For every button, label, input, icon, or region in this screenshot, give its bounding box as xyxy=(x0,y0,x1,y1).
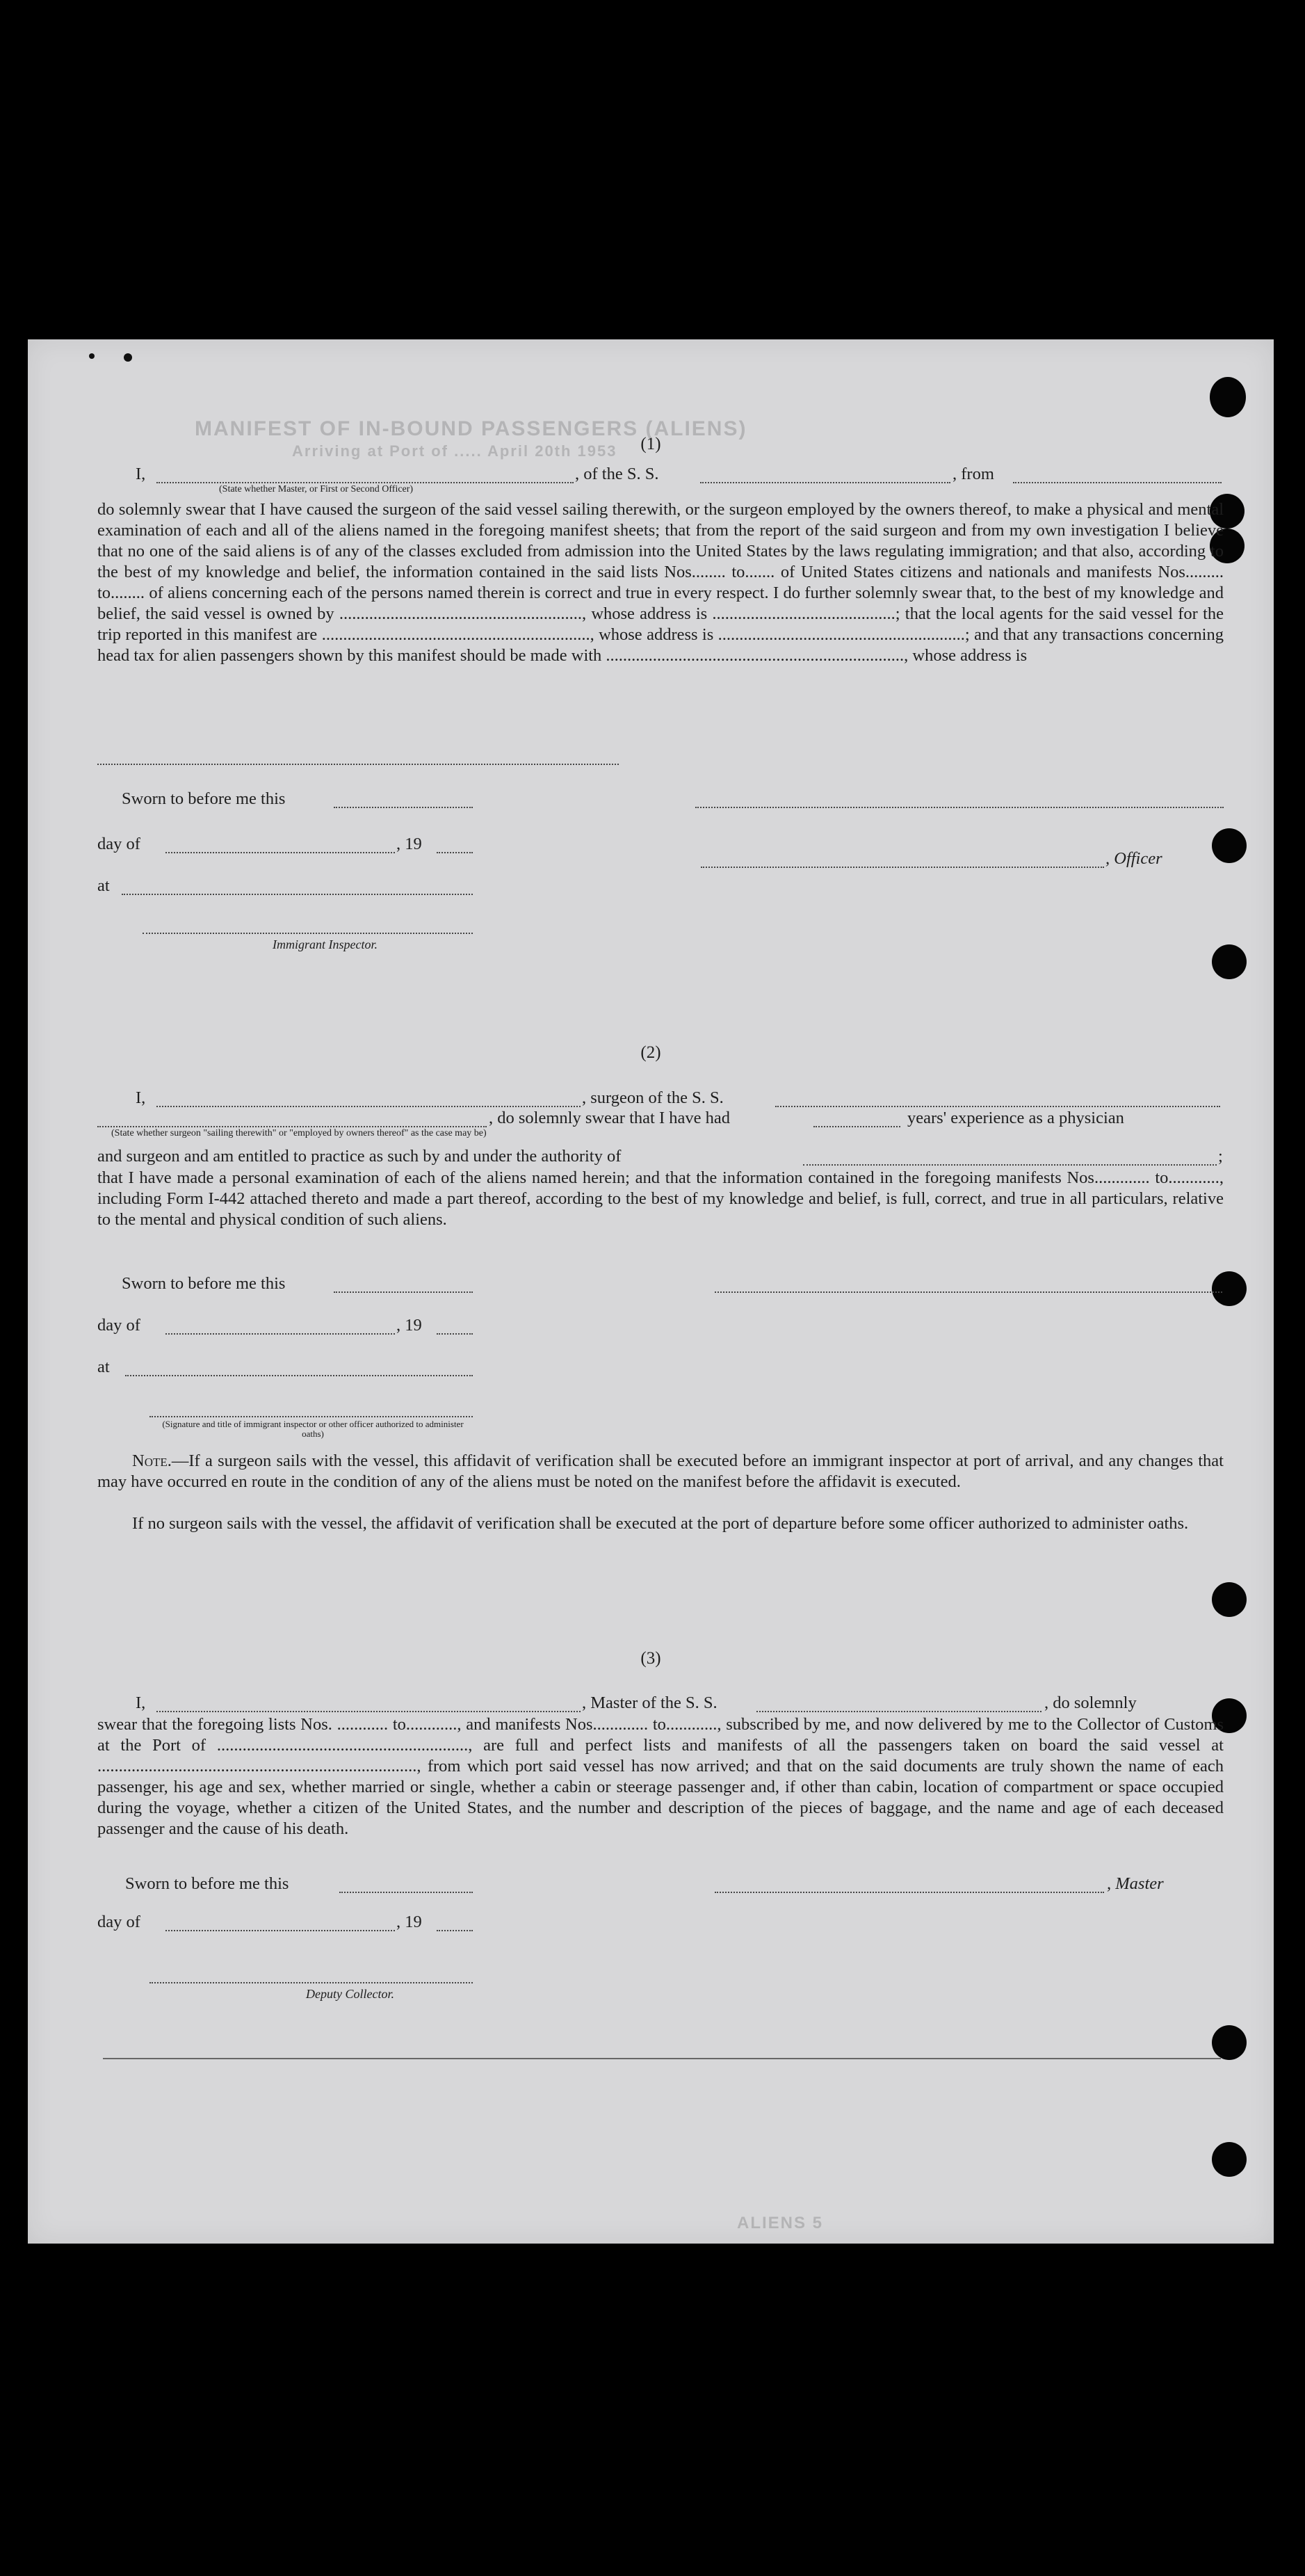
s2-note-label: Note. xyxy=(132,1451,172,1470)
binder-hole xyxy=(1210,377,1246,417)
ghost-title: MANIFEST OF IN-BOUND PASSENGERS (ALIENS) xyxy=(195,417,747,440)
s3-day: day of xyxy=(97,1913,140,1931)
s2-official-caption: (Signature and title of immigrant inspector or other officer authorized to administer oaths) xyxy=(162,1419,464,1439)
section2-number: (2) xyxy=(640,1043,661,1062)
s1-day-blank xyxy=(165,852,395,853)
s2-ship-label: , surgeon of the S. S. xyxy=(582,1088,724,1107)
s1-inspector-blank xyxy=(143,933,473,934)
s3-year: , 19 xyxy=(396,1913,422,1931)
s1-year-blank xyxy=(437,852,473,853)
s3-ship-blank xyxy=(756,1711,1041,1712)
s1-name-blank xyxy=(156,482,574,483)
s2-body: that I have made a personal examination of each of the aliens named herein; and that the information contained in the foregoing manifests Nos............. to............, including Form I-442 attached thereto and made a part thereof, according to the best of my knowledge and belief, is full, correct, and true in all particulars, relative to the mental and physical condition of such aliens. xyxy=(97,1168,1224,1229)
s2-note2: If no surgeon sails with the vessel, the affidavit of verification shall be executed at the port of departure before some officer authorized to administer oaths. xyxy=(132,1514,1189,1533)
binder-hole xyxy=(1212,2142,1247,2177)
s3-body: swear that the foregoing lists Nos. ............ to............, and manifests Nos............. to............, subscribed by me, and now delivered by me to the Collector of Customs at the Port of ..........................................................., are full and perfect lists and manifests of all the passengers taken on board the said vessel at ..........................................................................., from which port said vessel has now arrived; and that on the said documents are truly shown the name of each passenger, his age and sex, whether married or single, whether a cabin or steerage passenger and, if other than cabin, location of compartment or space occupied during the voyage, whether a citizen of the United States, and the number and description of the pieces of baggage, and the name and age of each deceased passenger and the cause of his death. xyxy=(97,1715,1224,1838)
s1-body: do solemnly swear that I have caused the surgeon of the said vessel sailing therewith, or the surgeon employed by the owners thereof, to make a physical and mental examination of each and all of the aliens named in the foregoing manifest sheets; that from the report of the said surgeon and from my own investigation I believe that no one of the said aliens is of any of the classes excluded from admission into the United States by the laws regulating immigration; and that also, according to the best of my knowledge and belief, the information contained in the said lists Nos........ to....... of United States citizens and nationals and manifests Nos......... to........ of aliens concerning each of the persons named therein is correct and true in every respect. I do further solemnly swear that, to the best of my knowledge and belief, the said vessel is owned by ........................................................., whose address is ...........................................; that the local agents for the said vessel for the trip reported in this manifest are ..............................................................., whose address is ..........................................................; and that any transactions concerning head tax for alien passengers shown by this manifest should be made with ......................................................................, whose address is xyxy=(97,500,1224,665)
s2-semicolon: ; xyxy=(1218,1147,1223,1166)
s2-years-blank xyxy=(813,1126,900,1127)
speck xyxy=(124,353,132,362)
section3-number: (3) xyxy=(640,1649,661,1668)
s2-at-blank xyxy=(125,1375,473,1376)
s2-surgeon-sig xyxy=(715,1291,1222,1293)
s1-address-blank xyxy=(97,764,619,765)
s1-year: , 19 xyxy=(396,835,422,853)
s2-note xyxy=(97,1451,1224,1492)
binder-hole xyxy=(1212,2025,1247,2060)
s1-from-blank xyxy=(1013,482,1222,483)
s1-ship-label: , of the S. S. xyxy=(575,465,659,483)
s2-official-blank xyxy=(149,1416,473,1417)
s1-from-label: , from xyxy=(953,465,994,483)
ghost-date: Arriving at Port of ..... April 20th 1953 xyxy=(292,442,617,460)
s2-years: years' experience as a physician xyxy=(907,1109,1124,1127)
s1-inspector: Immigrant Inspector. xyxy=(273,937,378,951)
s1-caption: (State whether Master, or First or Second Officer) xyxy=(219,484,414,494)
bottom-rule xyxy=(103,2058,1221,2059)
s2-swear: , do solemnly swear that I have had xyxy=(489,1109,730,1127)
speck xyxy=(89,353,95,359)
s2-ship-blank xyxy=(775,1106,1220,1107)
s3-master: , Master xyxy=(1107,1874,1164,1893)
s2-sworn: Sworn to before me this xyxy=(122,1274,286,1293)
document-page xyxy=(28,339,1274,2244)
s3-day-blank xyxy=(165,1930,395,1931)
s1-i: I, xyxy=(136,465,146,483)
s1-officer: , Officer xyxy=(1105,849,1162,868)
section1-number: (1) xyxy=(640,435,661,453)
s2-authority-blank xyxy=(803,1164,1217,1166)
s3-year-blank xyxy=(437,1930,473,1931)
s3-sworn-blank xyxy=(339,1892,473,1893)
s2-day-blank xyxy=(165,1333,395,1335)
ghost-back-mark: ALIENS 5 xyxy=(737,2214,824,2232)
s1-day: day of xyxy=(97,835,140,853)
s1-ship-blank xyxy=(700,482,950,483)
s1-sworn: Sworn to before me this xyxy=(122,789,286,808)
s2-authority: and surgeon and am entitled to practice as such by and under the authority of xyxy=(97,1147,622,1166)
s2-i: I, xyxy=(136,1088,146,1107)
s2-at: at xyxy=(97,1358,110,1376)
s1-at: at xyxy=(97,876,110,895)
s3-collector: Deputy Collector. xyxy=(306,1987,394,2001)
s3-solemnly: , do solemnly xyxy=(1044,1693,1137,1712)
s1-officer-blank xyxy=(701,867,1104,868)
binder-hole xyxy=(1212,828,1247,863)
s2-day: day of xyxy=(97,1316,140,1335)
s2-year: , 19 xyxy=(396,1316,422,1335)
s2-note-text: —If a surgeon sails with the vessel, this affidavit of verification shall be executed before an immigrant inspector at port of arrival, and any changes that may have occurred en route in the condition of any of the aliens must be noted on the manifest before the affidavit is executed. xyxy=(97,1451,1224,1491)
s2-surgeon-blank xyxy=(97,1126,487,1127)
s1-sworn-blank xyxy=(334,807,473,808)
s3-ship-label: , Master of the S. S. xyxy=(582,1693,718,1712)
s3-name-blank xyxy=(156,1711,581,1712)
s2-caption: (State whether surgeon "sailing therewith" or "employed by owners thereof" as the case may be) xyxy=(111,1128,487,1138)
s3-i: I, xyxy=(136,1693,146,1712)
s2-name-blank xyxy=(156,1106,581,1107)
s2-year-blank xyxy=(437,1333,473,1335)
s1-officer-sig-top xyxy=(695,807,1224,808)
s3-master-blank xyxy=(715,1892,1104,1893)
s1-at-blank xyxy=(122,894,473,895)
s3-sworn: Sworn to before me this xyxy=(125,1874,289,1893)
s3-collector-blank xyxy=(149,1982,473,1983)
binder-hole xyxy=(1212,1271,1247,1306)
s2-sworn-blank xyxy=(334,1291,473,1293)
binder-hole xyxy=(1212,1582,1247,1617)
binder-hole xyxy=(1212,944,1247,979)
